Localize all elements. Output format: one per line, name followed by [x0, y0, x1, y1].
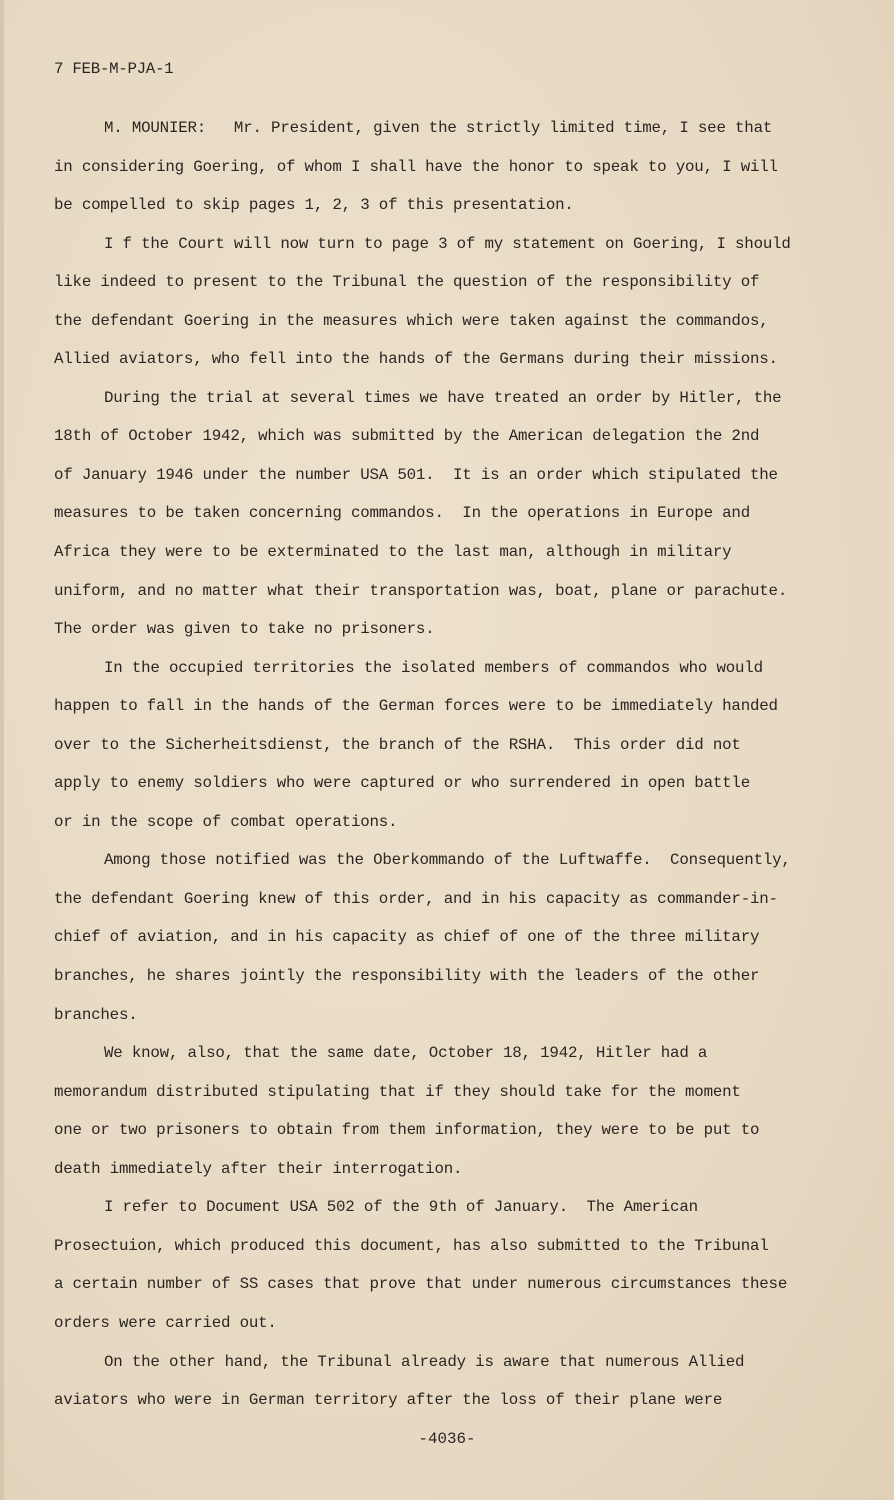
text-line: of January 1946 under the number USA 501. It is an order which stipulated the [54, 465, 778, 484]
text-line: We know, also, that the same date, October 18, 1942, Hitler had a [104, 1044, 708, 1063]
text-line: or in the scope of combat operations. [54, 812, 398, 831]
text-line: uniform, and no matter what their transportation was, boat, plane or parachute. [54, 581, 788, 600]
paragraph [54, 847, 834, 1040]
paragraph [54, 115, 834, 231]
text-line: a certain number of SS cases that prove that under numerous circumstances these [54, 1275, 788, 1294]
text-line: happen to fall in the hands of the German forces were to be immediately handed [54, 697, 778, 716]
text-line: Africa they were to be exterminated to the last man, although in military [54, 543, 732, 562]
text-line: The order was given to take no prisoners. [54, 620, 435, 639]
text-line: orders were carried out. [54, 1313, 277, 1332]
paragraph [54, 655, 834, 848]
document-body [54, 115, 834, 1426]
text-line: On the other hand, the Tribunal already is aware that numerous Allied [104, 1352, 745, 1371]
paragraph [54, 1194, 834, 1348]
paragraph [54, 1349, 834, 1426]
text-line: one or two prisoners to obtain from them information, they were to be put to [54, 1121, 760, 1140]
text-line: During the trial at several times we have treated an order by Hitler, the [104, 388, 782, 407]
text-line: M. MOUNIER: Mr. President, given the strictly limited time, I see that [104, 119, 773, 137]
text-line: like indeed to present to the Tribunal the question of the responsibility of [54, 273, 760, 292]
text-line: branches. [54, 1005, 138, 1024]
text-line: 18th of October 1942, which was submitted by the American delegation the 2nd [54, 427, 760, 446]
text-line: aviators who were in German territory after the loss of their plane were [54, 1391, 723, 1410]
document-header-code: 7 FEB-M-PJA-1 [54, 60, 174, 78]
text-line: I f the Court will now turn to page 3 of my statement on Goering, I should [104, 234, 791, 253]
paragraph [54, 385, 834, 655]
text-line: death immediately after their interrogation. [54, 1159, 463, 1178]
paragraph [54, 231, 834, 385]
text-line: in considering Goering, of whom I shall have the honor to speak to you, I will [54, 157, 778, 176]
text-line: the defendant Goering knew of this order, and in his capacity as commander-in- [54, 889, 778, 908]
text-line: over to the Sicherheitsdienst, the branch of the RSHA. This order did not [54, 735, 741, 754]
text-line: In the occupied territories the isolated members of commandos who would [104, 658, 763, 677]
text-line: apply to enemy soldiers who were captured or who surrendered in open battle [54, 774, 750, 793]
text-line: I refer to Document USA 502 of the 9th of January. The American [104, 1198, 698, 1217]
text-line: memorandum distributed stipulating that if they should take for the moment [54, 1082, 741, 1101]
text-line: measures to be taken concerning commandos. In the operations in Europe and [54, 504, 750, 523]
text-line: be compelled to skip pages 1, 2, 3 of this presentation. [54, 196, 574, 215]
text-line: the defendant Goering in the measures which were taken against the commandos, [54, 311, 769, 330]
text-line: chief of aviation, and in his capacity as chief of one of the three military [54, 928, 760, 947]
paragraph [54, 1040, 834, 1194]
text-line: Allied aviators, who fell into the hands of the Germans during their missions. [54, 350, 778, 369]
text-line: Prosectuion, which produced this document, has also submitted to the Tribunal [54, 1236, 769, 1255]
text-line: branches, he shares jointly the responsibility with the leaders of the other [54, 967, 760, 986]
page-number: -4036- [418, 1430, 476, 1448]
text-line: Among those notified was the Oberkommando of the Luftwaffe. Consequently, [104, 851, 791, 870]
page-edge [0, 0, 4, 1500]
